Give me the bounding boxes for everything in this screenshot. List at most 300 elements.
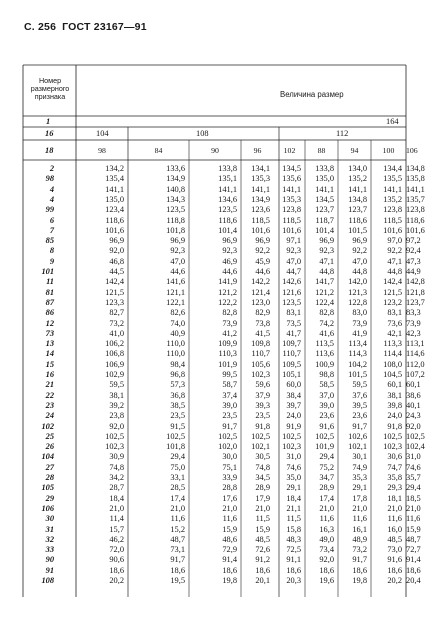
table-cell: 18,1 (387, 493, 402, 503)
table-cell: 19,5 (170, 576, 185, 585)
table-cell: 123,5 (282, 297, 301, 307)
table-cell: 123,7 (315, 205, 334, 215)
row-number: 25 (45, 431, 54, 441)
column-header: 84 (154, 146, 163, 155)
table-cell: 11,4 (109, 514, 124, 524)
table-cell: 104,5 (383, 370, 402, 379)
table-cell: 102,5 (218, 431, 237, 441)
row-number: 15 (45, 359, 54, 369)
table-cell: 38,4 (286, 390, 301, 400)
table-cell: 141,9 (218, 277, 237, 287)
table-cell: 18,6 (352, 565, 367, 575)
table-cell: 48,7 (170, 534, 185, 544)
table-cell: 83,1 (286, 308, 301, 318)
table-cell: 142,4 (105, 277, 124, 287)
table-cell: 142,2 (251, 277, 270, 287)
table-cell: 31,0 (406, 452, 421, 462)
table-cell: 91,7 (222, 421, 237, 431)
table-cell: 135,6 (282, 174, 301, 184)
table-cell: 41,5 (255, 328, 270, 338)
table-cell: 121,3 (348, 287, 367, 297)
table-cell: 73,5 (286, 318, 301, 328)
table-cell: 28,8 (222, 483, 237, 493)
table-cell: 134,8 (406, 164, 425, 173)
row-number: 13 (45, 339, 54, 349)
table-cell: 122,4 (315, 297, 334, 307)
table-cell: 102,5 (251, 431, 270, 441)
table-cell: 91,7 (352, 421, 367, 431)
table-cell: 44,8 (387, 267, 402, 276)
table-cell: 102,6 (348, 431, 367, 441)
row-number: 99 (45, 205, 54, 215)
table-cell: 57,3 (170, 380, 185, 390)
table-cell: 23,6 (352, 411, 367, 421)
table-cell: 34,5 (255, 473, 270, 482)
column-header: 98 (98, 146, 106, 155)
table-cell: 47,0 (286, 256, 301, 266)
table-cell: 30,1 (352, 452, 367, 462)
table-cell: 96,9 (352, 236, 367, 246)
table-cell: 82,7 (109, 308, 124, 318)
table-cell: 24,0 (387, 411, 402, 421)
table-cell: 118,6 (218, 215, 237, 225)
table-cell: 96,9 (222, 236, 237, 246)
table-cell: 133,6 (166, 164, 185, 173)
table-cell: 23,8 (109, 411, 124, 421)
table-cell: 11,6 (406, 514, 421, 524)
table-cell: 134,6 (218, 194, 237, 204)
table-cell: 92,2 (255, 246, 270, 256)
table-cell: 91,2 (255, 555, 270, 565)
table-cell: 38,5 (170, 400, 185, 410)
table-cell: 29,4 (406, 483, 421, 493)
column-header: 94 (350, 146, 359, 155)
table-cell: 134,3 (166, 194, 185, 204)
table-cell: 123,7 (348, 205, 367, 215)
table-cell: 18,6 (387, 565, 402, 575)
table-cell: 48,6 (222, 534, 237, 544)
table-cell: 34,2 (109, 473, 124, 482)
table-cell: 73,4 (319, 545, 334, 555)
table-cell: 73,0 (387, 545, 402, 555)
table-cell: 142,0 (348, 277, 367, 287)
table-cell: 17,6 (222, 493, 237, 503)
table-cell: 92,3 (319, 246, 334, 256)
table-cell: 96,9 (109, 236, 124, 246)
table-cell: 134,5 (315, 194, 334, 204)
row-number: 91 (45, 565, 54, 575)
table-cell: 122,1 (166, 297, 185, 307)
table-cell: 73,8 (255, 318, 270, 328)
table-cell: 37,6 (352, 390, 367, 400)
table-cell: 102,3 (282, 442, 301, 452)
table-cell: 97,2 (406, 236, 421, 246)
table-cell: 91,5 (170, 421, 185, 431)
table-cell: 92,2 (352, 246, 367, 256)
row-number: 108 (41, 576, 54, 585)
table-cell: 73,2 (109, 318, 124, 328)
row-number: 23 (45, 400, 54, 410)
table-cell: 92,3 (170, 246, 185, 256)
table-cell: 102,0 (218, 442, 237, 452)
table-cell: 31,0 (286, 452, 301, 462)
column-header: 96 (253, 146, 262, 155)
table-cell: 39,8 (387, 400, 402, 410)
index-right: 164 (386, 117, 399, 126)
table-cell: 18,6 (109, 565, 124, 575)
table-cell: 101,6 (251, 225, 270, 235)
table-cell: 123,8 (282, 205, 301, 215)
table-cell: 23,6 (319, 411, 334, 421)
table-cell: 30,9 (109, 452, 124, 462)
table-cell: 123,5 (166, 205, 185, 215)
table-cell: 39,2 (109, 400, 124, 410)
table-cell: 44,6 (222, 267, 237, 276)
table-cell: 108,0 (383, 359, 402, 369)
table-cell: 30,0 (222, 452, 237, 462)
group-104: 104 (96, 129, 109, 138)
table-cell: 118,8 (166, 215, 185, 225)
table-cell: 102,1 (251, 442, 270, 452)
table-cell: 121,5 (383, 287, 402, 297)
table-cell: 35,3 (352, 473, 367, 482)
table-cell: 74,6 (406, 462, 421, 472)
row-number: 106 (41, 503, 54, 513)
row-number: 101 (41, 267, 54, 276)
table-cell: 49,0 (319, 534, 334, 544)
table-cell: 141,1 (383, 184, 402, 194)
table-cell: 134,9 (251, 194, 270, 204)
table-cell: 134,9 (166, 174, 185, 184)
table-cell: 109,7 (282, 339, 301, 349)
table-cell: 118,6 (105, 215, 124, 225)
table-cell: 47,3 (406, 256, 421, 266)
table-cell: 123,7 (406, 297, 425, 307)
table-cell: 59,6 (255, 380, 270, 390)
table-cell: 102,3 (251, 370, 270, 379)
table-cell: 96,9 (255, 236, 270, 246)
table-cell: 99,5 (222, 370, 237, 379)
row-number: 86 (45, 308, 54, 318)
table-cell: 15,9 (255, 524, 270, 534)
table-cell: 134,1 (251, 164, 270, 173)
table-cell: 15,9 (222, 524, 237, 534)
table-cell: 102,5 (383, 431, 402, 441)
table-cell: 121,2 (315, 287, 334, 297)
table-cell: 17,4 (170, 493, 185, 503)
table-cell: 102,3 (383, 442, 402, 452)
row-number: 24 (45, 411, 54, 421)
table-cell: 72,7 (406, 545, 421, 555)
table-cell: 41,9 (352, 328, 367, 338)
table-cell: 98,8 (319, 370, 334, 379)
table-cell: 142,4 (383, 277, 402, 287)
table-cell: 118,5 (282, 215, 301, 225)
table-cell: 40,9 (170, 328, 185, 338)
table-cell: 121,1 (166, 287, 185, 297)
table-cell: 101,5 (348, 370, 367, 379)
table-cell: 134,4 (383, 164, 402, 173)
table-cell: 92,3 (286, 246, 301, 256)
table-cell: 21,1 (286, 503, 301, 513)
table-cell: 15,2 (170, 524, 185, 534)
table-cell: 74,7 (387, 462, 402, 472)
table-cell: 92,0 (109, 246, 124, 256)
table-cell: 28,7 (109, 483, 124, 493)
right-header: Величина размер (280, 90, 344, 99)
table-cell: 101,5 (348, 225, 367, 235)
table-cell: 48,5 (255, 534, 270, 544)
table-cell: 24,3 (406, 411, 421, 421)
table-cell: 96,9 (170, 236, 185, 246)
table-cell: 122,8 (348, 297, 367, 307)
table-cell: 21,0 (387, 503, 402, 513)
table-cell: 110,0 (166, 349, 185, 359)
standard-code: ГОСТ 23167—91 (62, 21, 147, 33)
table-cell: 101,8 (166, 225, 185, 235)
table-cell: 142,8 (406, 277, 425, 287)
table-cell: 21,0 (406, 503, 421, 513)
table-cell: 60,0 (286, 380, 301, 390)
table-cell: 105,6 (251, 359, 270, 369)
table-cell: 133,8 (315, 164, 334, 173)
table-cell: 74,2 (319, 318, 334, 328)
table-cell: 20,4 (406, 576, 421, 585)
table-cell: 17,8 (352, 493, 367, 503)
table-cell: 96,8 (170, 370, 185, 379)
table-cell: 91,4 (222, 555, 237, 565)
table-cell: 102,5 (166, 431, 185, 441)
table-cell: 91,7 (352, 555, 367, 565)
table-cell: 91,8 (387, 421, 402, 431)
row-number: 28 (45, 473, 54, 482)
row-number: 14 (45, 349, 54, 359)
table-cell: 102,5 (406, 431, 425, 441)
table-cell: 121,8 (406, 287, 425, 297)
table-cell: 101,6 (406, 225, 425, 235)
table-cell: 18,4 (286, 493, 301, 503)
row-number: 11 (46, 277, 54, 287)
table-cell: 74,8 (109, 462, 124, 472)
table-cell: 114,4 (383, 349, 402, 359)
table-cell: 15,8 (286, 524, 301, 534)
table-cell: 102,5 (315, 431, 334, 441)
table-cell: 29,1 (352, 483, 367, 493)
table-cell: 118,6 (348, 215, 367, 225)
table-cell: 83,3 (406, 308, 421, 318)
table-cell: 39,0 (222, 400, 237, 410)
table-cell: 44,9 (406, 267, 421, 276)
row-number: 105 (41, 483, 54, 493)
table-cell: 92,2 (387, 246, 402, 256)
table-cell: 134,0 (348, 164, 367, 173)
table-cell: 35,7 (406, 473, 421, 482)
page-number: С. 256 (24, 21, 57, 33)
table-cell: 135,0 (315, 174, 334, 184)
table-cell: 20,3 (286, 576, 301, 585)
table-cell: 30,5 (255, 452, 270, 462)
row-number: 22 (45, 390, 54, 400)
table-cell: 59,5 (352, 380, 367, 390)
table-cell: 23,5 (222, 411, 237, 421)
table-cell: 135,2 (383, 194, 402, 204)
table-cell: 19,6 (319, 576, 334, 585)
table-cell: 47,1 (319, 256, 334, 266)
row-number: 4 (49, 194, 54, 204)
table-cell: 106,2 (105, 339, 124, 349)
table-cell: 18,6 (286, 565, 301, 575)
table-cell: 37,0 (319, 390, 334, 400)
table-cell: 91,8 (255, 421, 270, 431)
table-cell: 141,7 (315, 277, 334, 287)
table-cell: 135,2 (348, 174, 367, 184)
row-number: 27 (45, 462, 54, 472)
table-cell: 35,0 (286, 473, 301, 482)
table-cell: 29,4 (319, 452, 334, 462)
table-cell: 44,8 (352, 267, 367, 276)
row-number: 102 (41, 421, 54, 431)
table-cell: 113,3 (383, 339, 402, 349)
table-cell: 23,5 (255, 411, 270, 421)
table-cell: 28,5 (170, 483, 185, 493)
table-cell: 123,8 (383, 205, 402, 215)
table-cell: 123,6 (251, 205, 270, 215)
table-cell: 141,1 (282, 184, 301, 194)
table-cell: 92,0 (109, 421, 124, 431)
table-cell: 110,7 (282, 349, 301, 359)
table-cell: 82,6 (170, 308, 185, 318)
table-cell: 59,5 (109, 380, 124, 390)
table-cell: 75,2 (319, 462, 334, 472)
column-header: 100 (382, 146, 395, 155)
table-cell: 74,9 (352, 462, 367, 472)
table-cell: 92,4 (406, 246, 421, 256)
table-cell: 109,9 (218, 339, 237, 349)
table-cell: 123,5 (218, 205, 237, 215)
table-cell: 91,6 (387, 555, 402, 565)
row-number: 6 (49, 215, 54, 225)
table-cell: 73,2 (352, 545, 367, 555)
table-cell: 121,2 (218, 287, 237, 297)
left-header: Номер размерного признака (30, 76, 70, 101)
table-cell: 135,7 (406, 194, 425, 204)
table-cell: 11,5 (255, 514, 270, 524)
table-cell: 101,9 (315, 442, 334, 452)
table-cell: 101,4 (315, 225, 334, 235)
table-cell: 46,8 (109, 256, 124, 266)
table-cell: 36,8 (170, 390, 185, 400)
row-number: 21 (45, 380, 54, 390)
table-cell: 38,1 (109, 390, 124, 400)
table-cell: 11,6 (352, 514, 367, 524)
row-number: 33 (45, 545, 54, 555)
row-number: 81 (45, 287, 54, 297)
row-number: 87 (45, 297, 54, 307)
table-cell: 83,0 (352, 308, 367, 318)
table-cell: 142,6 (282, 277, 301, 287)
table-cell: 24,0 (286, 411, 301, 421)
table-cell: 21,0 (319, 503, 334, 513)
table-cell: 21,0 (170, 503, 185, 513)
table-cell: 121,6 (282, 287, 301, 297)
table-cell: 21,0 (352, 503, 367, 513)
table-cell: 123,3 (105, 297, 124, 307)
table-cell: 35,8 (387, 473, 402, 482)
row-number: 73 (45, 328, 54, 338)
table-cell: 39,0 (319, 400, 334, 410)
table-cell: 11,6 (222, 514, 237, 524)
table-cell: 82,8 (222, 308, 237, 318)
table-cell: 112,0 (406, 359, 425, 369)
table-cell: 48,9 (352, 534, 367, 544)
row-number: 7 (49, 225, 54, 235)
table-cell: 101,8 (166, 442, 185, 452)
table-cell: 16,1 (352, 524, 367, 534)
table-cell: 18,5 (406, 493, 421, 503)
table-cell: 82,8 (319, 308, 334, 318)
table-cell: 41,0 (109, 328, 124, 338)
row-number: 12 (45, 318, 54, 328)
table-cell: 73,9 (406, 318, 421, 328)
table-cell: 44,6 (170, 267, 185, 276)
table-cell: 101,9 (218, 359, 237, 369)
table-cell: 122,2 (218, 297, 237, 307)
row-number: 8 (49, 246, 54, 256)
table-cell: 42,3 (406, 328, 421, 338)
table-cell: 133,8 (218, 164, 237, 173)
row-number: 90 (45, 555, 54, 565)
table-cell: 73,9 (222, 318, 237, 328)
table-cell: 90,6 (109, 555, 124, 565)
table-cell: 118,7 (315, 215, 334, 225)
table-cell: 15,7 (109, 524, 124, 534)
table-cell: 100,9 (315, 359, 334, 369)
table-cell: 74,6 (286, 462, 301, 472)
table-cell: 102,5 (105, 431, 124, 441)
group-row-label: 16 (45, 129, 54, 138)
index-left: 1 (46, 117, 51, 126)
table-cell: 48,5 (387, 534, 402, 544)
table-cell: 91,4 (406, 555, 421, 565)
table-cell: 29,4 (170, 452, 185, 462)
row-number: 4 (49, 184, 54, 194)
column-header: 88 (317, 146, 326, 155)
table-cell: 121,5 (105, 287, 124, 297)
table-cell: 135,1 (218, 174, 237, 184)
col-row-label: 18 (45, 146, 54, 155)
table-cell: 109,5 (282, 359, 301, 369)
table-cell: 48,7 (406, 534, 421, 544)
table-cell: 46,9 (222, 256, 237, 266)
table-cell: 28,9 (319, 483, 334, 493)
table-cell: 23,5 (170, 411, 185, 421)
group-112: 112 (336, 129, 349, 138)
row-number: 29 (45, 493, 54, 503)
table-cell: 28,9 (255, 483, 270, 493)
table-cell: 45,9 (255, 256, 270, 266)
table-cell: 33,1 (170, 473, 185, 482)
column-header: 90 (211, 146, 219, 155)
table-cell: 18,6 (406, 565, 421, 575)
table-cell: 118,5 (383, 215, 402, 225)
table-cell: 38,1 (387, 390, 402, 400)
row-number: 26 (45, 442, 54, 452)
table-cell: 39,3 (255, 400, 270, 410)
table-cell: 135,5 (383, 174, 402, 184)
table-cell: 141,1 (105, 184, 124, 194)
table-cell: 44,7 (286, 267, 301, 276)
table-cell: 123,2 (383, 297, 402, 307)
